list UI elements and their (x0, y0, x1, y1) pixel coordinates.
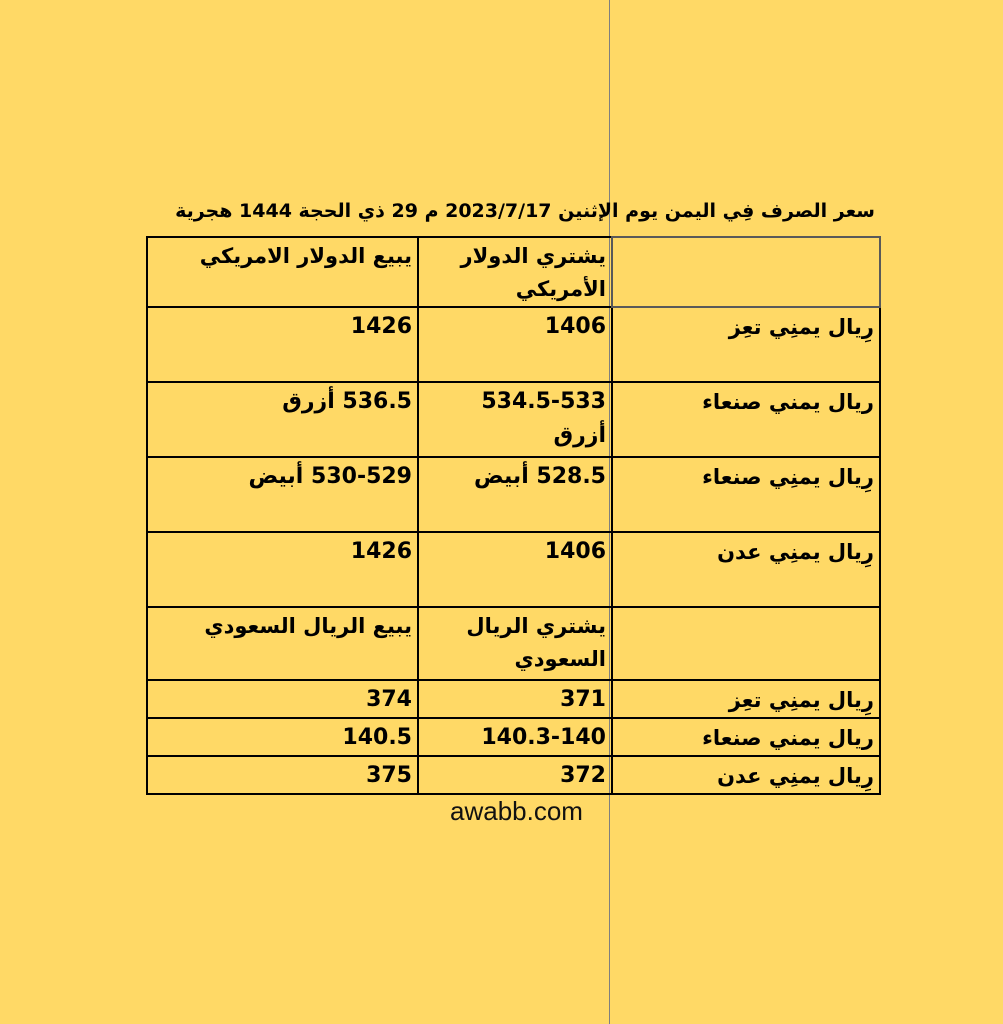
usd-sell-header: يبيع الدولار الامريكي (147, 237, 418, 307)
usd-sell-value: 1426 (147, 307, 418, 382)
table-row (147, 307, 880, 382)
sar-buy-value: 372 (418, 756, 612, 794)
sar-sell-value: 375 (147, 756, 418, 794)
row-label: ريال يمني صنعاء (612, 382, 880, 457)
row-label: رِيال يمنِي عدن (612, 756, 880, 794)
sar-buy-header: يشتري الريال السعودي (418, 607, 612, 680)
sar-header-row (147, 607, 880, 680)
usd-sell-value: 1426 (147, 532, 418, 607)
sar-sell-value: 374 (147, 680, 418, 718)
row-label: رِيال يمنِي عدن (612, 532, 880, 607)
sar-sell-header: يبيع الريال السعودي (147, 607, 418, 680)
usd-buy-value: 1406 (418, 307, 612, 382)
row-label: رِيال يمنِي تعِز (612, 307, 880, 382)
usd-buy-header: يشتري الدولار الأمريكي (418, 237, 612, 307)
usd-buy-value: 528.5 أبيض (418, 457, 612, 532)
sar-buy-value: 140.3-140 (418, 718, 612, 756)
usd-header-row (147, 237, 880, 307)
row-label: رِيال يمنِي تعِز (612, 680, 880, 718)
page-title: سعر الصرف فِي اليمن يوم الإثنين 2023/7/17 م 29 ذي الحجة 1444 هجرية (175, 200, 875, 222)
table-row (147, 382, 880, 457)
sar-header-label (612, 607, 880, 680)
usd-sell-value: 530-529 أبيض (147, 457, 418, 532)
sar-buy-value: 371 (418, 680, 612, 718)
table-row (147, 756, 880, 794)
table-row (147, 680, 880, 718)
table-row (147, 457, 880, 532)
sar-sell-value: 140.5 (147, 718, 418, 756)
row-label: رِيال يمنِي صنعاء (612, 457, 880, 532)
table-row (147, 718, 880, 756)
table-row (147, 532, 880, 607)
usd-header-label (612, 237, 880, 307)
row-label: ريال يمني صنعاء (612, 718, 880, 756)
usd-sell-value: 536.5 أزرق (147, 382, 418, 457)
usd-buy-value: 534.5-533 أزرق (418, 382, 612, 457)
site-footer-text: awabb.com (450, 796, 583, 826)
exchange-rate-table (146, 236, 881, 795)
usd-buy-value: 1406 (418, 532, 612, 607)
